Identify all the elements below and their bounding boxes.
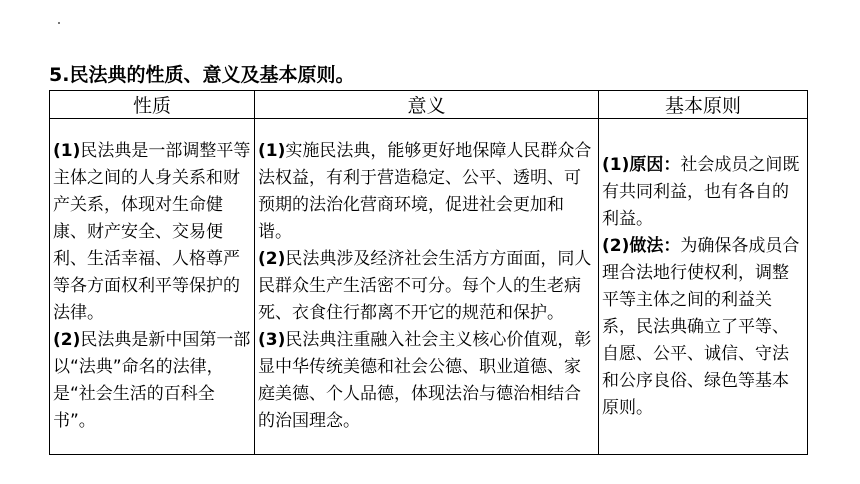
significance-item-1 [258,138,595,246]
principles-item-2-text: 为确保各成员合理合法地行使权利，调整平等主体之间的利益关系，民法典确立了平等、自愿、公平、诚信、守法和公序良俗、绿色等基本原则。 [602,235,800,418]
summary-table [49,90,808,455]
corner-mark [58,22,60,24]
nature-item-2-text: 民法典是新中国第一部以“法典”命名的法律，是“社会生活的百科全书”。 [53,330,251,431]
significance-item-2-num: (2) [258,249,286,269]
significance-item-3 [258,327,595,435]
nature-item-2 [53,327,251,435]
principles-item-2-num: (2) [602,235,630,256]
significance-item-2-text: 民法典涉及经济社会生活方方面面，同人民群众生产生活密不可分。每个人的生老病死、衣食住行都离不开它的规范和保护。 [258,249,592,323]
principles-item-1-label: 原因： [629,154,681,175]
principles-item-1 [602,152,804,233]
principles-item-2-label: 做法： [629,235,681,256]
nature-item-1 [53,138,251,327]
header-principles: 基本原则 [599,91,808,119]
principles-cell [599,119,808,455]
header-nature: 性质 [50,91,255,119]
header-row [50,91,808,119]
nature-cell [50,119,255,455]
nature-item-1-num: (1) [53,141,81,161]
header-significance: 意义 [255,91,599,119]
significance-item-1-num: (1) [258,141,286,161]
significance-item-3-text: 民法典注重融入社会主义核心价值观，彰显中华传统美德和社会公德、职业道德、家庭美德、个人品德，体现法治与德治相结合的治国理念。 [258,330,592,431]
significance-item-3-num: (3) [258,330,286,350]
significance-item-1-text: 实施民法典，能够更好地保障人民群众合法权益，有利于营造稳定、公平、透明、可预期的法治化营商环境，促进社会更加和谐。 [258,141,592,242]
significance-item-2 [258,246,595,327]
principles-item-1-num: (1) [602,154,630,175]
principles-item-2 [602,233,804,422]
nature-item-2-num: (2) [53,330,81,350]
content-row [50,119,808,455]
page-title: 5.民法典的性质、意义及基本原则。 [49,64,355,86]
nature-item-1-text: 民法典是一部调整平等主体之间的人身关系和财产关系，体现对生命健康、财产安全、交易便利、生活幸福、人格尊严等各方面权利平等保护的法律。 [53,141,251,323]
significance-cell [255,119,599,455]
principles-item-1-text: 社会成员之间既有共同利益，也有各自的利益。 [602,154,800,229]
